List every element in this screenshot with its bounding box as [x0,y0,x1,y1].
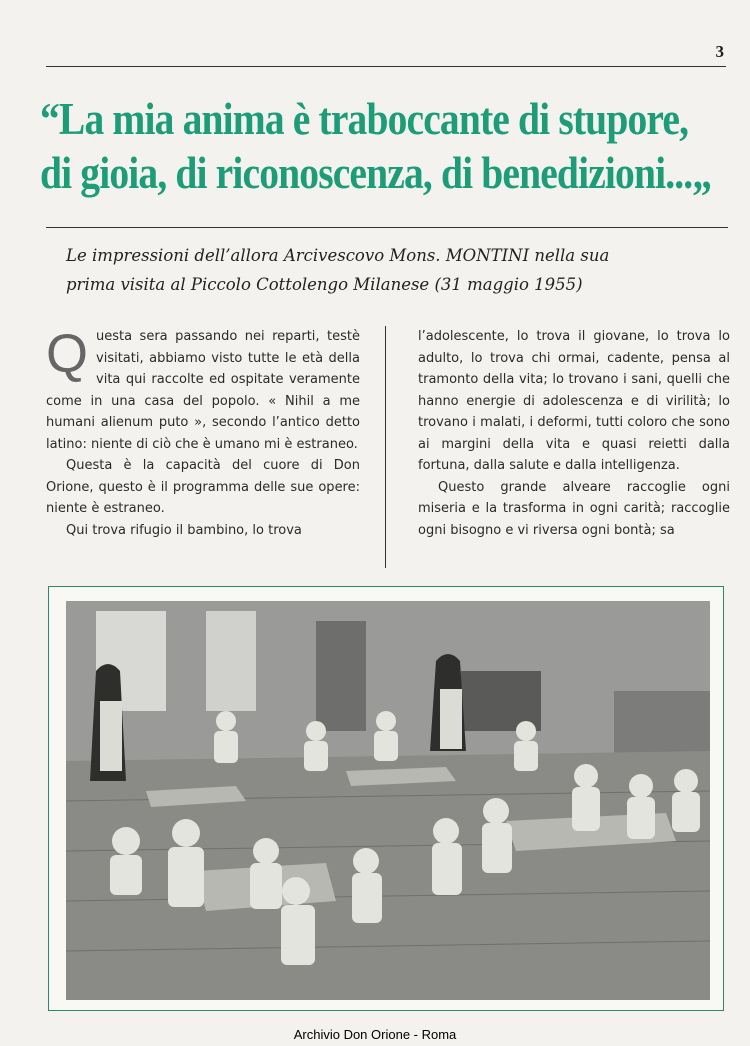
subtitle [66,241,716,299]
paragraph: Qui trova rifugio il bambino, lo trova [66,522,302,538]
headline-line-1: “La mia anima è traboccante di stupore, [40,93,689,144]
dropcap: Q [46,324,89,384]
subtitle-line-2: prima visita al Piccolo Cottolengo Milanese (31 maggio 1955) [66,275,583,294]
photo-frame [48,586,724,1011]
subtitle-line-1: Le impressioni dell’allora Arcivescovo Mons. MONTINI nella sua [66,246,610,265]
paragraph-text: uesta sera passando nei reparti, testè visitati, abbiamo visto tutte le età della vita qui raccolte ed ospitate veramente come in una casa del popolo. « Nihil a me humani alienum puto », secondo l’antico detto latino: niente di ciò che è umano mi è estraneo. [46,329,360,452]
archive-footer: Archivio Don Orione - Roma [293,1027,457,1042]
headline-line-2: di gioia, di riconoscenza, di benedizioni...„ [40,147,712,198]
paragraph: Questo grande alveare raccoglie ogni miseria e la trasforma in ogni carità; raccoglie ogni bisogno e vi riversa ogni bontà; sa [418,479,730,538]
column-divider [385,326,386,568]
top-rule [46,66,726,67]
classroom-photo-illustration [66,601,710,1000]
page-number: 3 [715,42,724,61]
headline [40,92,712,200]
article-column-right [418,326,730,541]
classroom-photo [66,601,710,1000]
headline-rule [46,227,728,228]
paragraph: l’adolescente, lo trova il giovane, lo trova lo adulto, lo trova chi ormai, cadente, pensa al tramonto della vita; lo trovano i sani, quelli che hanno energie di adolescenza e di virilità; lo trovano i malati, i deformi, tutti coloro che sono ai margini della vita e quasi reietti dalla fortuna, dalla salute e dalla intelligenza. [418,329,730,473]
paragraph: Questa è la capacità del cuore di Don Orione, questo è il programma delle sue opere: niente è estraneo. [46,458,360,516]
article-column-left [46,326,360,541]
paragraph [46,326,360,455]
